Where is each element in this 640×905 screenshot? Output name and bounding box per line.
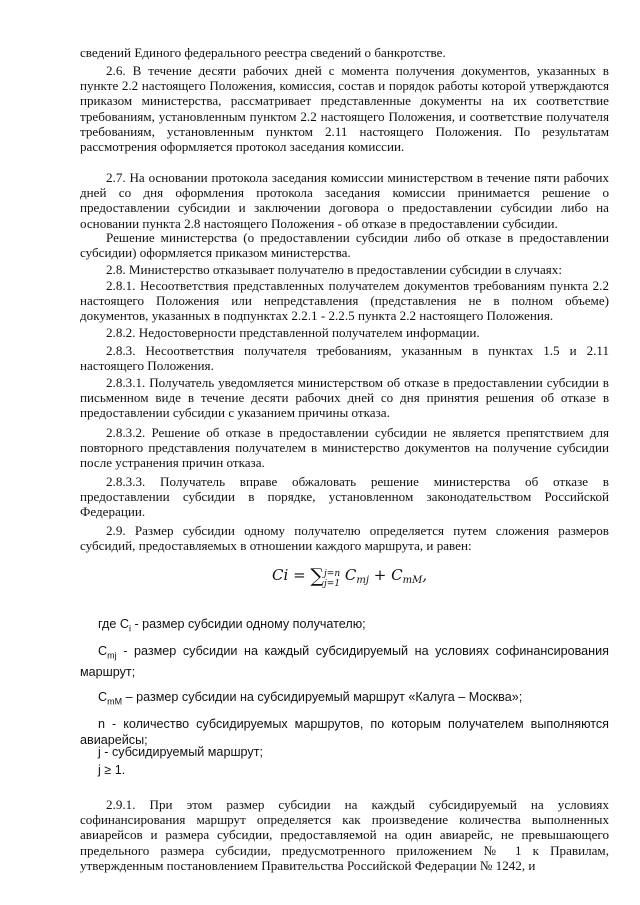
definition-cmm: $C_{mM}$ – размер субсидии на субсидируемый маршрут «Калуга – Москва»; [98,690,523,707]
paragraph-2-9-1: 2.9.1. При этом размер субсидии на каждый субсидируемый на условиях софинансирования маршрут определяется как произведение количества выполненных авиарейсов и размера субсидии, предоставляемой на один авиарейс, не превышающего предельного размера субсидии, предусмотренного приложением № 1 к Правилам, утвержденным постановлением Правительства Российской Федерации № 1242, и [80,797,609,873]
paragraph-decision: Решение министерства (о предоставлении субсидии либо об отказе в предоставлении субсидии) оформляется приказом министерства. [80,230,609,261]
paragraph-2-8: 2.8. Министерство отказывает получателю в предоставлении субсидии в случаях: [106,262,562,277]
paragraph-2-8-3-2: 2.8.3.2. Решение об отказе в предоставлении субсидии не является препятствием для повторного представления получателем в министерство документов на получение субсидии после устранения причин отказа. [80,425,609,471]
paragraph-2-8-2: 2.8.2. Недостоверности представленной получателем информации. [106,325,480,340]
definition-n: n - количество субсидируемых маршрутов, по которым получателем выполняются авиарейсы; [80,717,609,747]
paragraph-2-8-3-1: 2.8.3.1. Получатель уведомляется министерством об отказе в предоставлении субсидии в письменном виде в течение десяти рабочих дней со дня принятия решения об отказе в предоставлении субсидии с указанием причины отказа. [80,375,609,421]
definition-ci: где $C_i$ - размер субсидии одному получателю; [98,617,366,634]
paragraph-2-8-3: 2.8.3. Несоответствия получателя требованиям, указанным в пунктах 1.5 и 2.11 настоящего Положения. [80,343,609,374]
formula-upper-limit: j=n [324,569,341,579]
definition-j: j - субсидируемый маршрут; [98,745,263,759]
paragraph-2-8-1: 2.8.1. Несоответствия представленных получателем документов требованиям пункта 2.2 настоящего Положения или непредставления (представления не в полном объеме) документов, указанных в подпунктах 2.2.1 - 2.2.5 пункта 2.2 настоящего Положения. [80,278,609,324]
formula-lhs: Ci [272,566,289,584]
subsidy-formula [272,565,428,589]
definition-cmj: $C_{mj}$ - размер субсидии на каждый субсидируемый на условиях софинансирования маршрут; [80,644,609,679]
paragraph-continuation: сведений Единого федерального реестра сведений о банкротстве. [80,45,446,60]
formula-comma: , [422,566,428,584]
formula-equals: = [293,566,306,584]
formula-term-cmj: $C_{mj}$ [344,566,369,586]
definition-j-condition: j ≥ 1. [98,763,126,777]
paragraph-2-8-3-3: 2.8.3.3. Получатель вправе обжаловать решение министерства об отказе в предоставлении субсидии в порядке, установленном законодательством Российской Федерации. [80,474,609,520]
formula-lower-limit: j=1 [324,579,341,589]
formula-plus: + [373,566,387,584]
paragraph-2-6: 2.6. В течение десяти рабочих дней с момента получения документов, указанных в пункте 2.2 настоящего Положения, комиссия, состав и порядок работы которой утверждаются приказом министерства, рассматривает представленные документы на их соответствие требованиям, установленным пунктом 2.2 настоящего Положения, и соответствие получателя требованиям, установленным пунктом 2.11 настоящего Положения. По результатам рассмотрения оформляется протокол заседания комиссии. [80,63,609,155]
formula-term-cmm: $C_{mM}$ [391,566,423,586]
formula-sigma: ∑ [310,565,324,587]
paragraph-2-9: 2.9. Размер субсидии одному получателю определяется путем сложения размеров субсидий, предоставляемых в отношении каждого маршрута, и равен: [80,523,609,554]
formula-limits [324,569,340,589]
paragraph-2-7: 2.7. На основании протокола заседания комиссии министерством в течение пяти рабочих дней со дня оформления протокола заседания комиссии принимается решение о предоставлении субсидии и заключении договора о предоставлении субсидии либо на основании пункта 2.8 настоящего Положения - об отказе в предоставлении субсидии. [80,170,609,231]
